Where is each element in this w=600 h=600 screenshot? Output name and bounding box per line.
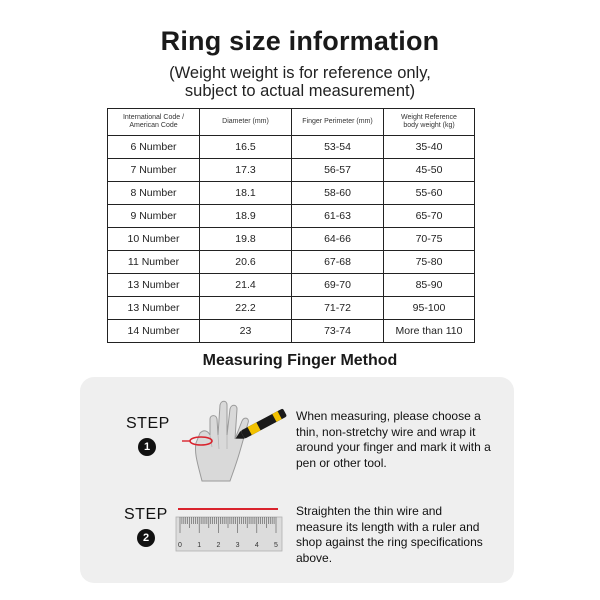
table-cell: 9 Number: [108, 205, 200, 228]
subtitle: [0, 64, 600, 100]
subtitle-line-1: (Weight weight is for reference only,: [169, 64, 431, 82]
header-finger-perimeter: Finger Perimeter (mm): [292, 109, 384, 136]
table-cell: 16.5: [200, 136, 292, 159]
table-cell: 55-60: [384, 182, 475, 205]
table-cell: 73-74: [292, 320, 384, 343]
header-international-code: International Code / American Code: [108, 109, 200, 136]
header-diameter: Diameter (mm): [200, 109, 292, 136]
table-row: [108, 136, 475, 159]
table-cell: 70-75: [384, 228, 475, 251]
table-header-row: [108, 109, 475, 136]
ruler-label: 2: [216, 542, 221, 549]
table-cell: 71-72: [292, 297, 384, 320]
table-cell: 20.6: [200, 251, 292, 274]
method-panel: [80, 377, 514, 583]
step-1-number: 1: [138, 438, 156, 456]
table-cell: 35-40: [384, 136, 475, 159]
table-body: [108, 136, 475, 343]
ruler-icon: [174, 503, 284, 553]
table-cell: 45-50: [384, 159, 475, 182]
table-cell: 13 Number: [108, 274, 200, 297]
step-2-label: STEP: [124, 506, 168, 523]
table-cell: 18.1: [200, 182, 292, 205]
table-cell: 11 Number: [108, 251, 200, 274]
ruler-label: 3: [235, 542, 240, 549]
step-1-text: When measuring, please choose a thin, non-stretchy wire and wrap it around your finger and mark it with a pen or other tool.: [296, 409, 491, 470]
step-1-label: STEP: [126, 415, 170, 432]
table-cell: 75-80: [384, 251, 475, 274]
table-cell: 61-63: [292, 205, 384, 228]
table-cell: 65-70: [384, 205, 475, 228]
table-cell: 53-54: [292, 136, 384, 159]
ruler-label: 4: [254, 542, 259, 549]
table-row: [108, 274, 475, 297]
step-2-text: Straighten the thin wire and measure its length with a ruler and shop against the ring specifications above.: [296, 504, 483, 565]
table-cell: 58-60: [292, 182, 384, 205]
subtitle-line-2: subject to actual measurement): [184, 82, 416, 100]
hand-with-pen-icon: [180, 395, 295, 483]
table-cell: 69-70: [292, 274, 384, 297]
table-row: [108, 297, 475, 320]
table-row: [108, 320, 475, 343]
table-cell: 56-57: [292, 159, 384, 182]
header-weight-reference: Weight Reference body weight (kg): [384, 109, 475, 136]
table-row: [108, 182, 475, 205]
page-title: Ring size information: [160, 26, 440, 56]
table-cell: 6 Number: [108, 136, 200, 159]
table-cell: 19.8: [200, 228, 292, 251]
table-cell: 10 Number: [108, 228, 200, 251]
ruler-label: 0: [178, 542, 182, 549]
table-row: [108, 205, 475, 228]
table-row: [108, 251, 475, 274]
table-cell: 85-90: [384, 274, 475, 297]
ring-size-table: [107, 108, 475, 343]
ruler-label: 5: [274, 542, 278, 549]
table-cell: 64-66: [292, 228, 384, 251]
table-cell: 7 Number: [108, 159, 200, 182]
table-row: [108, 159, 475, 182]
table-row: [108, 228, 475, 251]
table-cell: 95-100: [384, 297, 475, 320]
table-cell: 22.2: [200, 297, 292, 320]
table-cell: 21.4: [200, 274, 292, 297]
table-cell: 23: [200, 320, 292, 343]
table-cell: 17.3: [200, 159, 292, 182]
table-cell: 13 Number: [108, 297, 200, 320]
ruler-label: 1: [197, 542, 202, 549]
table-cell: 14 Number: [108, 320, 200, 343]
table-cell: 8 Number: [108, 182, 200, 205]
method-title: Measuring Finger Method: [202, 352, 398, 369]
table-cell: 18.9: [200, 205, 292, 228]
table-cell: More than 110: [384, 320, 475, 343]
table-cell: 67-68: [292, 251, 384, 274]
step-2-number: 2: [137, 529, 155, 547]
